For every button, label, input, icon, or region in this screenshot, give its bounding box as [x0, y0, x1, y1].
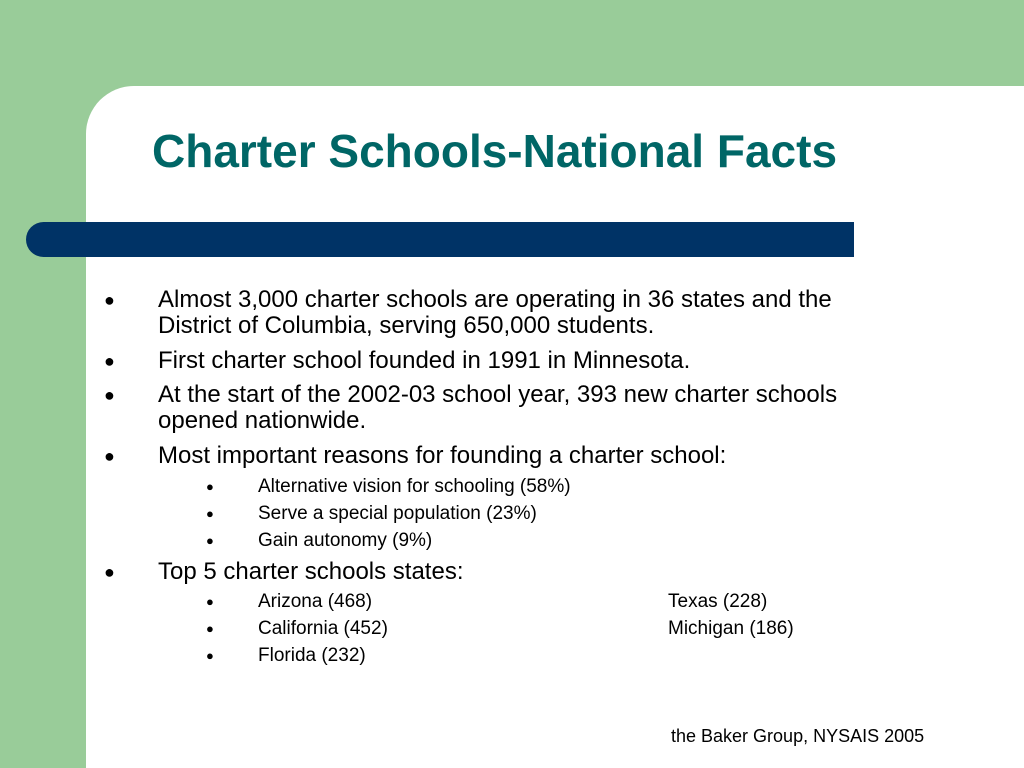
bullet-text: Most important reasons for founding a charter school: [158, 442, 727, 469]
bullet-dot-icon: ● [104, 351, 115, 371]
sub-bullet-text: Gain autonomy (9%) [258, 530, 433, 551]
sub-bullet-text [258, 591, 768, 613]
state-right: Texas (228) [668, 591, 768, 612]
bullet-text: First charter school founded in 1991 in Minnesota. [158, 347, 691, 374]
bullet-text: At the start of the 2002-03 school year, 393 new charter schools opened nationwide. [158, 381, 838, 434]
bullet-dot-icon: ● [104, 385, 115, 405]
bullet-dot-icon: ● [104, 446, 115, 466]
bullet-dot-icon: ● [104, 290, 115, 310]
sub-bullet-text: Alternative vision for schooling (58%) [258, 476, 571, 497]
bullet-text: Top 5 charter schools states: [158, 558, 464, 585]
bullet-dot-icon: ● [206, 648, 214, 663]
state-right: Michigan (186) [668, 618, 794, 639]
title-underline-bar [26, 222, 854, 257]
bullet-text: Almost 3,000 charter schools are operating in 36 states and the District of Columbia, serving 650,000 students. [158, 286, 832, 339]
bullet-dot-icon: ● [104, 562, 115, 582]
bullet-dot-icon: ● [206, 506, 214, 521]
bullet-dot-icon: ● [206, 594, 214, 609]
sub-bullet-text [258, 645, 366, 667]
bullet-dot-icon: ● [206, 621, 214, 636]
state-left: Florida (232) [258, 645, 366, 666]
sub-bullet-text: Serve a special population (23%) [258, 503, 537, 524]
slide-footer: the Baker Group, NYSAIS 2005 [671, 726, 925, 746]
bullet-dot-icon: ● [206, 533, 214, 548]
bullet-dot-icon: ● [206, 479, 214, 494]
slide-title: Charter Schools-National Facts [152, 125, 838, 177]
sub-bullet-text [258, 618, 794, 640]
state-left: California (452) [258, 618, 388, 639]
state-left: Arizona (468) [258, 591, 373, 612]
